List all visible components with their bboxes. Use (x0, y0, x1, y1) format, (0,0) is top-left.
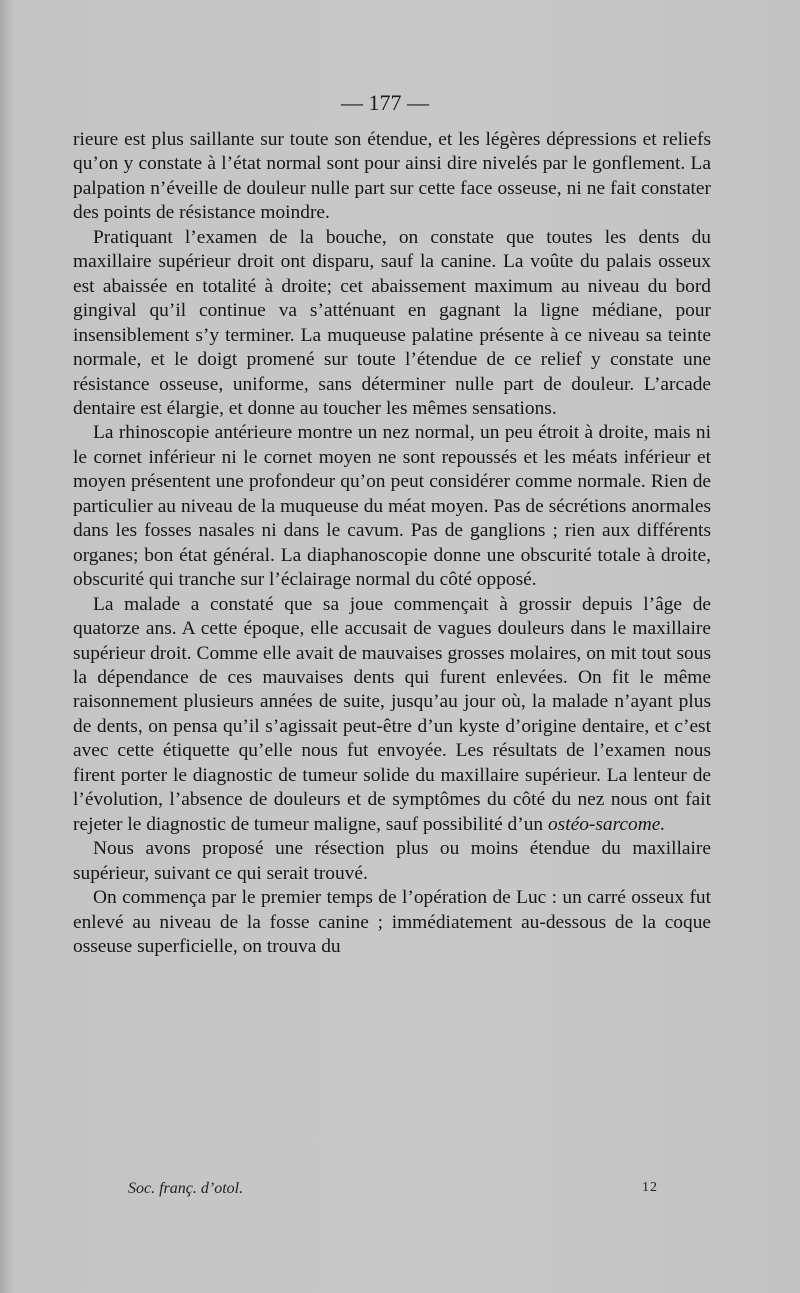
paragraph: Nous avons proposé une résection plus ou moins étendue du maxillaire supérieur, suivant ce qui serait trouvé. (73, 838, 711, 884)
paragraph-with-term (73, 593, 711, 838)
page-footer (128, 1180, 658, 1198)
italic-term: ostéo-sarcome. (547, 813, 666, 835)
paragraph-text: La malade a constaté que sa joue commençait à grossir depuis l’âge de quatorze ans. A cette époque, elle accusait de vagues douleurs dans le maxillaire supérieur droit. Comme elle avait de mauvaises grosses molaires, on mit tout sous la dépendance de ces mauvaises dents qui furent enlevées. On fit le même raisonnement plusieurs années de suite, jusqu’au jour où, la malade n’ayant plus de dents, on pensa qu’il s’agissait peut-être d’un kyste d’origine dentaire, et c’est avec cette étiquette qu’elle nous fut envoyée. Les résultats de l’examen nous firent porter le diagnostic de tumeur solide du maxillaire supérieur. La lenteur de l’évolution, l’absence de douleurs et de symptômes du côté du nez nous ont fait rejeter le diagnostic de tumeur maligne, sauf possibilité d’un (73, 593, 711, 835)
paragraph: rieure est plus saillante sur toute son étendue, et les légères dépressions et reliefs qu’on y constate à l’état normal sont pour ainsi dire nivelés par le gonflement. La palpation n’éveille de douleur nulle part sur cette face osseuse, ni ne fait constater des points de résistance moindre. (73, 129, 711, 224)
page-number: — 177 — (341, 90, 429, 115)
signature-mark: 12 (642, 1180, 658, 1195)
footer-journal: Soc. franç. d’otol. (128, 1180, 244, 1197)
paragraph: Pratiquant l’examen de la bouche, on constate que toutes les dents du maxillaire supérieur droit ont disparu, sauf la canine. La voûte du palais osseux est abaissée en totalité à droite; cet abaissement maximum au niveau du bord gingival qu’il continue va s’atténuant en gagnant la ligne médiane, pour insensiblement s’y terminer. La muqueuse palatine présente à ce niveau sa teinte normale, et le doigt promené sur toute l’étendue de ce relief y constate une résistance osseuse, uniforme, sans déterminer nulle part de douleur. L’arcade dentaire est élargie, et donne au toucher les mêmes sensations. (73, 226, 711, 419)
paragraph: La rhinoscopie antérieure montre un nez normal, un peu étroit à droite, mais ni le cornet inférieur ni le cornet moyen ne sont repoussés et les méats inférieur et moyen présentent une profondeur qu’on peut considérer comme normale. Rien de particulier au niveau de la muqueuse du méat moyen. Pas de sécrétions anormales dans les fosses nasales ni dans le cavum. Pas de ganglions ; rien aux différents organes; bon état général. La diaphanoscopie donne une obscurité totale à droite, obscurité qui tranche sur l’éclairage normal du côté opposé. (73, 422, 711, 591)
body-text (73, 128, 711, 959)
paragraph: On commença par le premier temps de l’opération de Luc : un carré osseux fut enlevé au niveau de la fosse canine ; immédiatement au-dessous de la coque osseuse superficielle, on trouva du (73, 887, 711, 957)
